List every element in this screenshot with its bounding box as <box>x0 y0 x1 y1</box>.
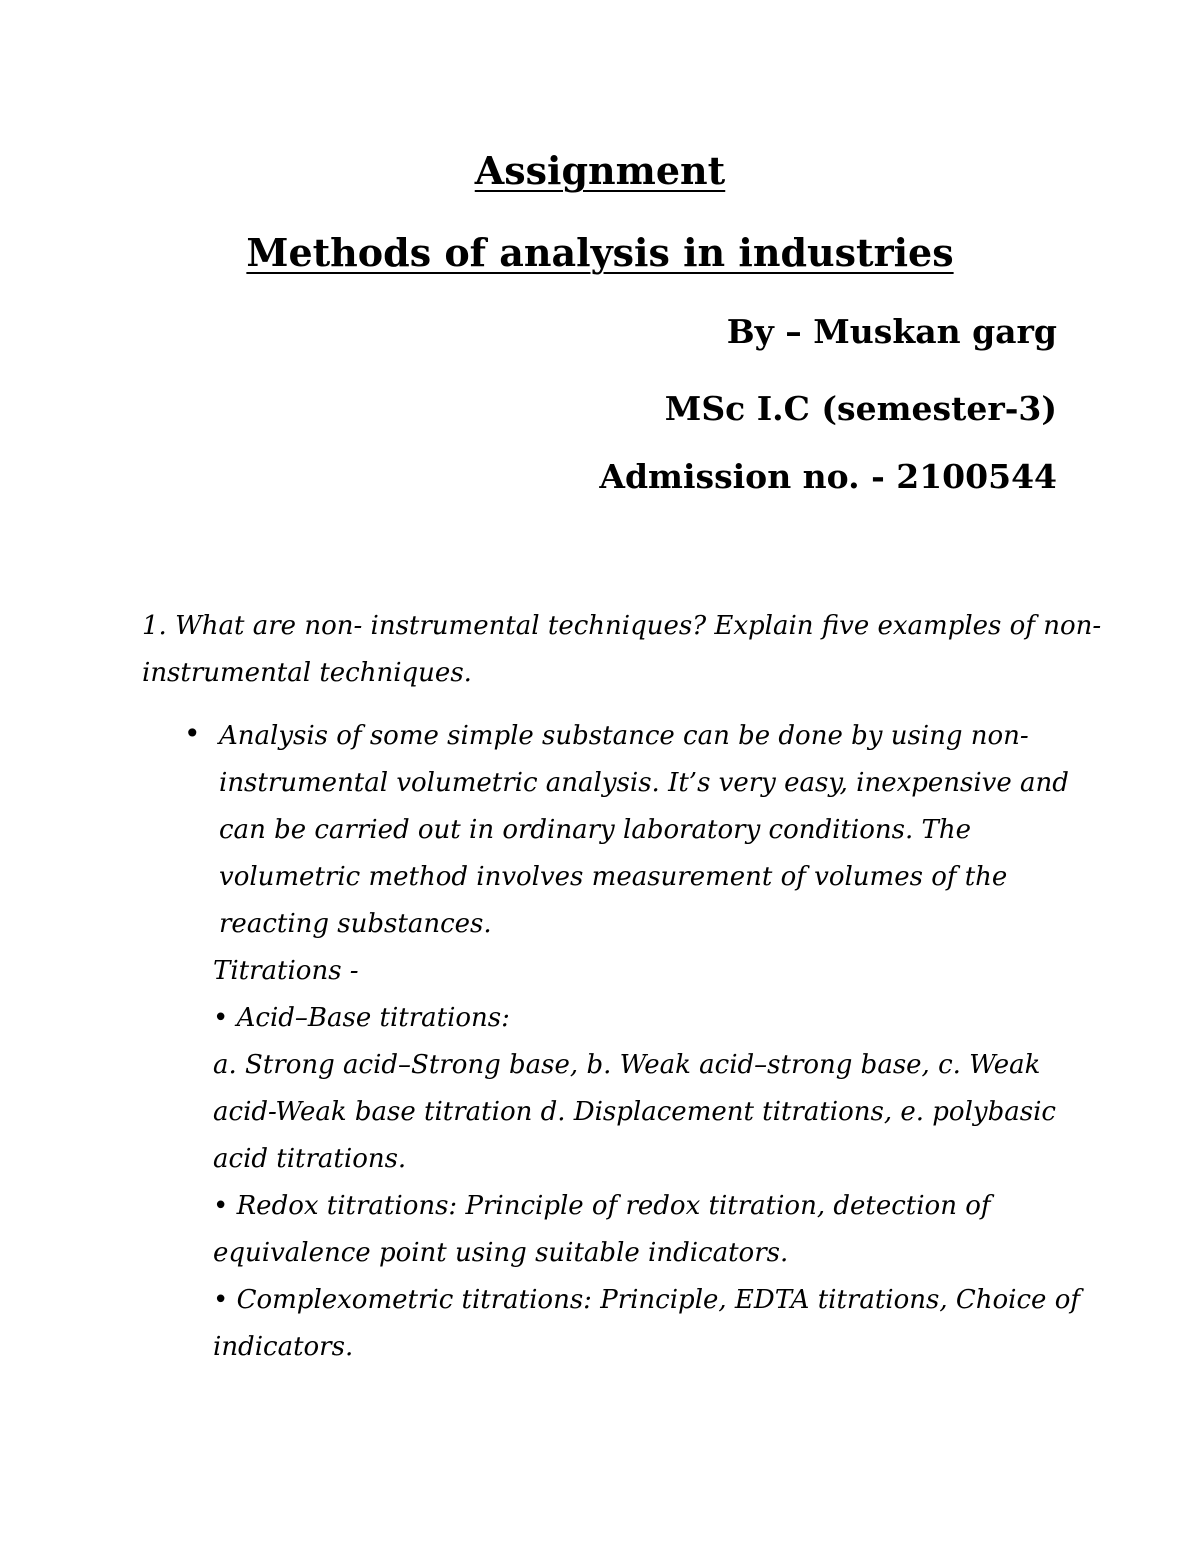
document-subtitle: Methods of analysis in industries <box>246 230 954 275</box>
author-line: By – Muskan garg <box>726 312 1057 351</box>
question-text: 1. What are non- instrumental techniques? Explain five examples of non- instrumental techniques. <box>142 611 1102 688</box>
document-title: Assignment <box>474 148 726 193</box>
acid-base-heading: • Acid–Base titrations: <box>213 1003 510 1033</box>
answer-details <box>213 948 1093 1371</box>
bullet-marker: • <box>184 717 201 750</box>
admission-line: Admission no. - 2100544 <box>599 457 1057 496</box>
complexometric-item: • Complexometric titrations: Principle, EDTA titrations, Choice of indicators. <box>213 1285 1080 1362</box>
acid-base-types: a. Strong acid–Strong base, b. Weak acid–strong base, c. Weak acid-Weak base titration d. Displacement titrations, e. polybasic acid titrations. <box>213 1050 1056 1174</box>
course-line: MSc I.C (semester-3) <box>664 389 1057 428</box>
answer-intro: Analysis of some simple substance can be done by using non-instrumental volumetric analysis. It’s very easy, inexpensive and can be carried out in ordinary laboratory conditions. The volumetric method involves measurement of volumes of the reacting substances. <box>219 721 1069 939</box>
redox-item: • Redox titrations: Principle of redox titration, detection of equivalence point using suitable indicators. <box>213 1191 991 1268</box>
titrations-heading: Titrations - <box>213 956 359 986</box>
